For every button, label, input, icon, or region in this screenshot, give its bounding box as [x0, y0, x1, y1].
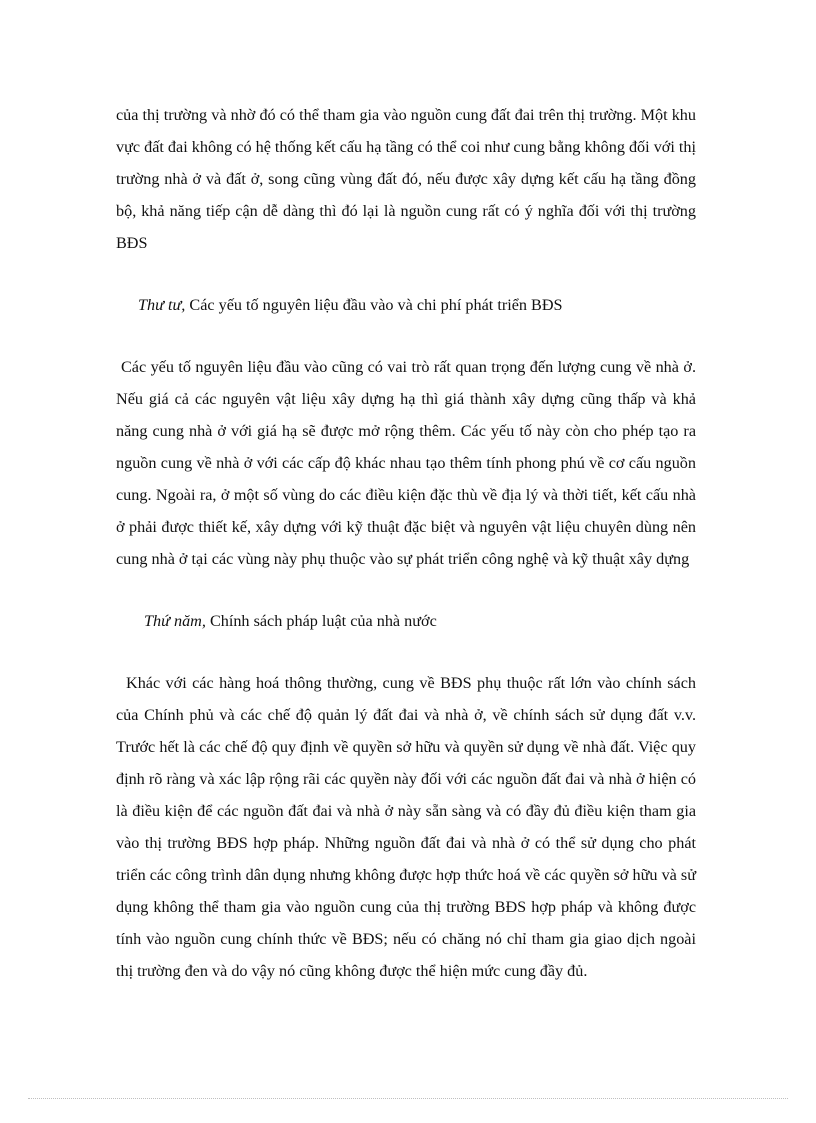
section-heading-4	[116, 289, 696, 321]
section-heading-5-label: Thứ năm,	[144, 612, 206, 630]
paragraph-section-5: Khác với các hàng hoá thông thường, cung về BĐS phụ thuộc rất lớn vào chính sách của Chính phủ và các chế độ quản lý đất đai và nhà ở, về chính sách sử dụng đất v.v. Trước hết là các chế độ quy định về quyền sở hữu và quyền sử dụng về nhà đất. Việc quy định rõ ràng và xác lập rộng rãi các quyền này đối với các nguồn đất đai và nhà ở hiện có là điều kiện để các nguồn đất đai và nhà ở này sẵn sàng và có đầy đủ điều kiện tham gia vào thị trường BĐS hợp pháp. Những nguồn đất đai và nhà ở có thể sử dụng cho phát triển các công trình dân dụng nhưng không được hợp thức hoá về các quyền sở hữu và sử dụng không thể tham gia vào nguồn cung của thị trường BĐS hợp pháp và không được tính vào nguồn cung chính thức về BĐS; nếu có chăng nó chỉ tham gia giao dịch ngoài thị trường đen và do vậy nó cũng không được thể hiện mức cung đầy đủ.	[116, 674, 696, 980]
section-heading-5-text: Chính sách pháp luật của nhà nước	[205, 612, 437, 630]
section-heading-4-text: Các yếu tố nguyên liệu đầu vào và chi phí phát triển BĐS	[185, 296, 563, 314]
document-body	[116, 99, 696, 987]
paragraph-intro: của thị trường và nhờ đó có thể tham gia vào nguồn cung đất đai trên thị trường. Một khu vực đất đai không có hệ thống kết cấu hạ tầng có thể coi như cung bằng không đối với thị trường nhà ở và đất ở, song cũng vùng đất đó, nếu được xây dựng kết cấu hạ tầng đồng bộ, khả năng tiếp cận dễ dàng thì đó lại là nguồn cung rất có ý nghĩa đối với thị trường BĐS	[116, 106, 696, 252]
paragraph-section-4: Các yếu tố nguyên liệu đầu vào cũng có vai trò rất quan trọng đến lượng cung về nhà ở. Nếu giá cả các nguyên vật liệu xây dựng hạ thì giá thành xây dựng cũng thấp và khả năng cung nhà ở với giá hạ sẽ được mở rộng thêm. Các yếu tố này còn cho phép tạo ra nguồn cung về nhà ở với các cấp độ khác nhau tạo thêm tính phong phú về cơ cấu nguồn cung. Ngoài ra, ở một số vùng do các điều kiện đặc thù về địa lý và thời tiết, kết cấu nhà ở phải được thiết kế, xây dựng với kỹ thuật đặc biệt và nguyên vật liệu chuyên dùng nên cung nhà ở tại các vùng này phụ thuộc vào sự phát triển công nghệ và kỹ thuật xây dựng	[116, 358, 696, 568]
section-heading-4-label: Thư tư,	[138, 296, 186, 314]
page-bottom-divider	[28, 1098, 788, 1099]
section-heading-5	[116, 605, 696, 637]
